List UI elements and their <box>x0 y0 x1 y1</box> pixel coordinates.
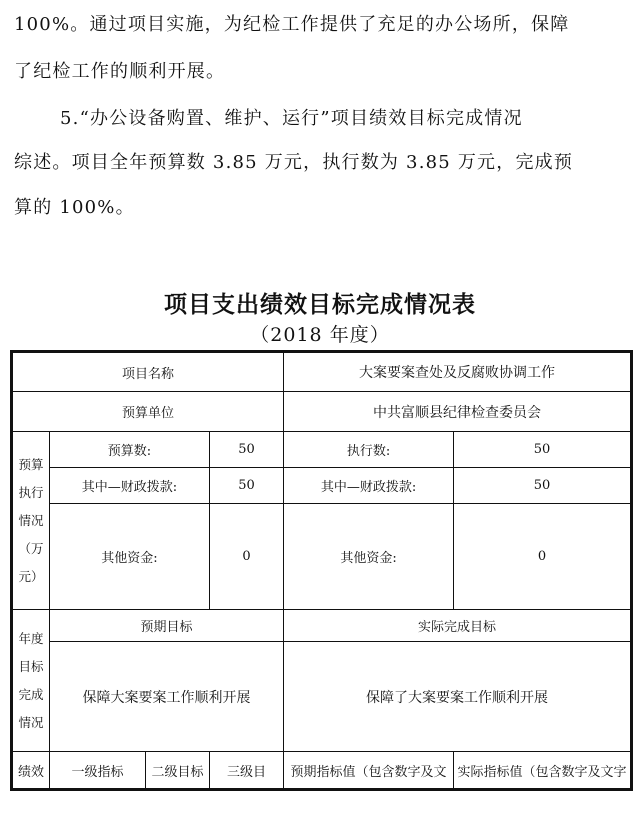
table-row <box>12 642 632 752</box>
actual-value-header: 实际指标值（包含数字及文字 <box>454 752 632 790</box>
other-funds-exec-label: 其他资金: <box>284 504 454 610</box>
level2-indicator-header: 二级目标 <box>146 752 210 790</box>
table-row <box>12 432 632 468</box>
fiscal-budget-value: 50 <box>210 468 284 504</box>
table-subtitle: （2018 年度） <box>250 324 390 346</box>
other-funds-value: 0 <box>210 504 284 610</box>
other-funds-label: 其他资金: <box>50 504 210 610</box>
body-paragraph-line: 综述。项目全年预算数 3.85 万元，执行数为 3.85 万元，完成预 <box>14 152 574 173</box>
budget-amount-label: 预算数: <box>50 432 210 468</box>
budget-amount-value: 50 <box>210 432 284 468</box>
table-row <box>12 504 632 610</box>
execution-amount-value: 50 <box>454 432 632 468</box>
actual-goal-label: 实际完成目标 <box>284 610 632 642</box>
actual-goal-value: 保障了大案要案工作顺利开展 <box>284 642 632 752</box>
expected-goal-label: 预期目标 <box>50 610 284 642</box>
other-funds-exec-value: 0 <box>454 504 632 610</box>
body-paragraph-line: 了纪检工作的顺利开展。 <box>14 61 226 82</box>
table-row <box>12 392 632 432</box>
body-paragraph-line: 100%。通过项目实施，为纪检工作提供了充足的办公场所，保障 <box>14 14 570 35</box>
project-name-value: 大案要案查处及反腐败协调工作 <box>284 352 632 392</box>
project-name-label: 项目名称 <box>12 352 284 392</box>
level1-indicator-header: 一级指标 <box>50 752 146 790</box>
body-paragraph-line: 5.“办公设备购置、维护、运行”项目绩效目标完成情况 <box>60 108 523 129</box>
budget-unit-label: 预算单位 <box>12 392 284 432</box>
expected-goal-value: 保障大案要案工作顺利开展 <box>50 642 284 752</box>
table-row <box>12 352 632 392</box>
table-title: 项目支出绩效目标完成情况表 <box>164 292 476 318</box>
performance-label: 绩效 <box>12 752 50 790</box>
annual-goal-side-label: 年度 目标 完成 情况 <box>12 610 50 752</box>
execution-amount-label: 执行数: <box>284 432 454 468</box>
table-row <box>12 610 632 642</box>
expected-value-header: 预期指标值（包含数字及文 <box>284 752 454 790</box>
fiscal-exec-value: 50 <box>454 468 632 504</box>
table-row <box>12 468 632 504</box>
level3-indicator-header: 三级目 <box>210 752 284 790</box>
body-paragraph-line: 算的 100%。 <box>14 197 135 218</box>
fiscal-exec-label: 其中—财政拨款: <box>284 468 454 504</box>
table-row <box>12 752 632 790</box>
performance-table <box>10 350 633 791</box>
budget-execution-side-label: 预算 执行 情况 （万 元） <box>12 432 50 610</box>
budget-unit-value: 中共富顺县纪律检查委员会 <box>284 392 632 432</box>
fiscal-budget-label: 其中—财政拨款: <box>50 468 210 504</box>
